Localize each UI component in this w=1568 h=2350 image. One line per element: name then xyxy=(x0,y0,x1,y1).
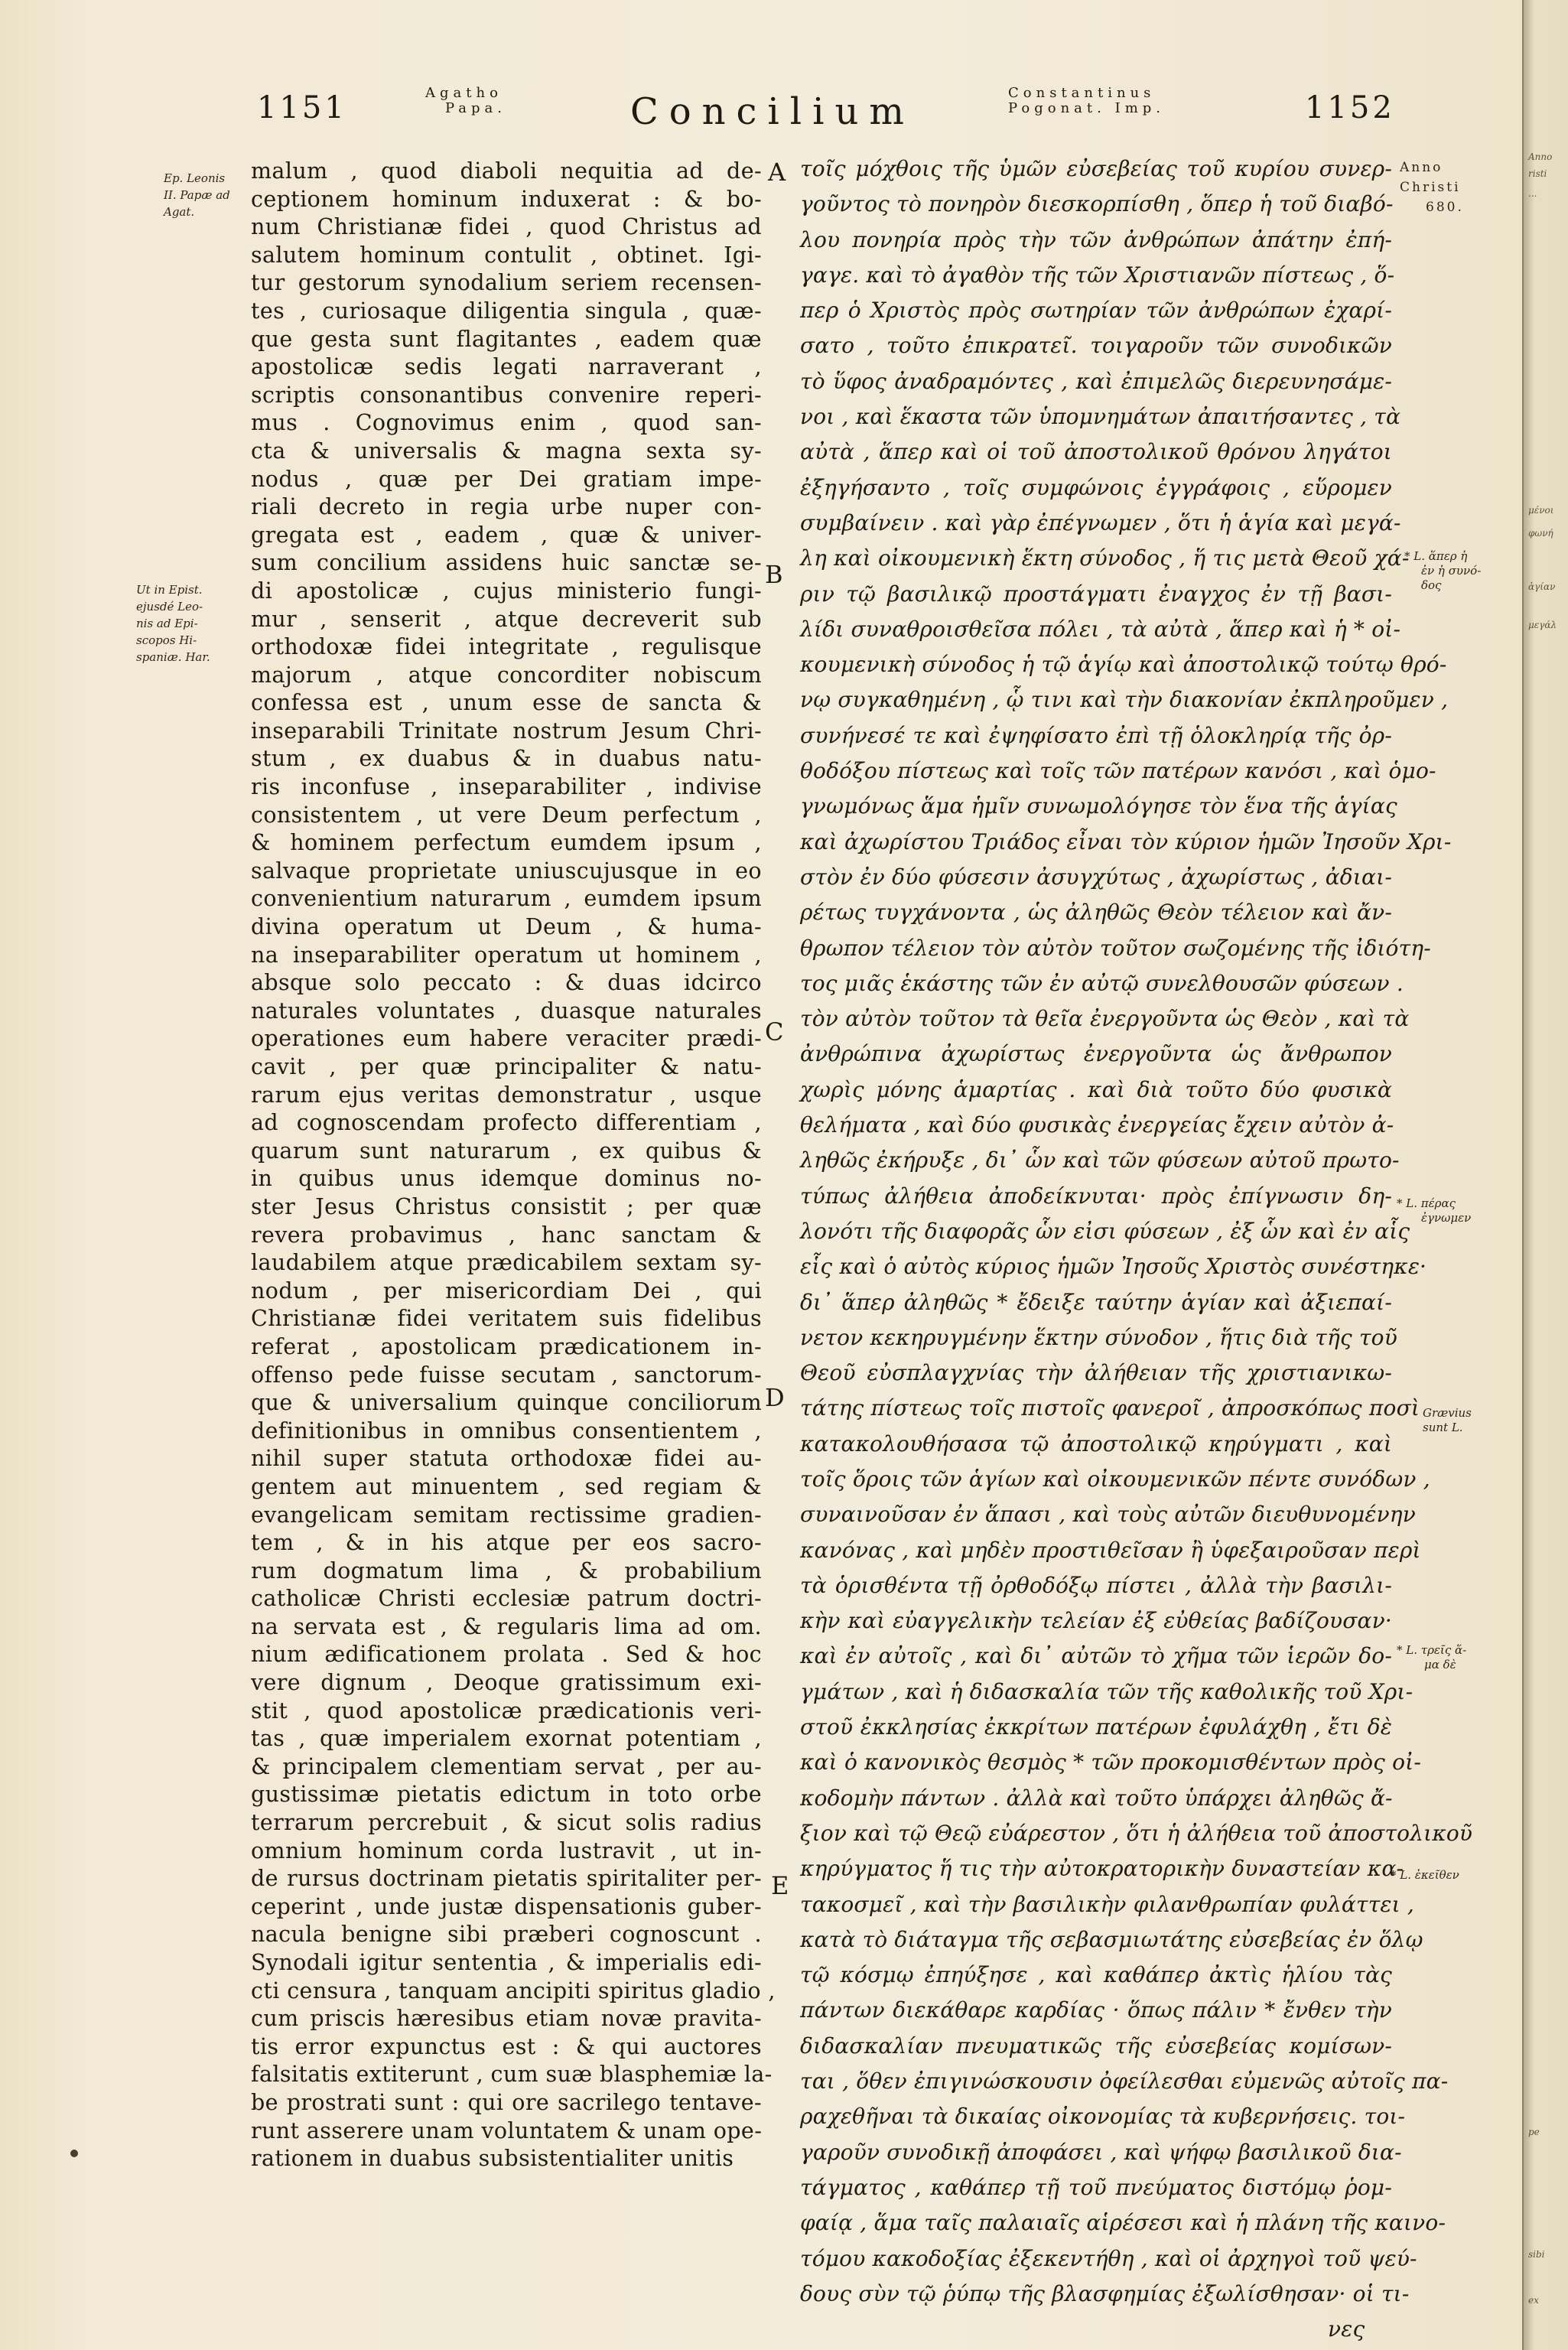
section-letter: C xyxy=(765,1017,784,1046)
greek-text-line: λου πονηρία πρὸς τὴν τῶν ἀνθρώπων ἀπάτην ἐπή- xyxy=(800,226,1392,252)
latin-text-line: na servata est , & regularis lima ad om. xyxy=(251,1613,762,1639)
latin-text-line: nium ædificationem prolata . Sed & hoc xyxy=(251,1642,762,1668)
latin-text-line: operationes eum habere veraciter prædi- xyxy=(251,1026,762,1052)
page-number-left: 1151 xyxy=(257,90,347,125)
greek-text-line: νετον κεκηρυγμένην ἕκτην σύνοδον , ἥτις διὰ τῆς τοῦ xyxy=(800,1324,1397,1350)
page-title: Concilium xyxy=(630,90,915,133)
latin-text-line: catholicæ Christi ecclesiæ patrum doctri- xyxy=(251,1586,762,1612)
adjacent-page-line: ... xyxy=(1528,188,1537,199)
latin-text-line: tem , & in his atque per eos sacro- xyxy=(251,1530,762,1556)
margin-note-left-2 xyxy=(136,581,210,666)
greek-text-line: κανόνας , καὶ μηδὲν προστιθεῖσαν ἢ ὑφεξαιροῦσαν περὶ xyxy=(800,1537,1421,1563)
greek-text-line: δι᾽ ἅπερ ἀληθῶς * ἔδειξε ταύτην ἁγίαν καὶ ἀξιεπαί- xyxy=(800,1289,1392,1315)
anno-line: Anno xyxy=(1400,160,1443,175)
greek-text-line: γαγε. καὶ τὸ ἀγαθὸν τῆς τῶν Χριστιανῶν πίστεως , ὅ- xyxy=(800,262,1395,288)
greek-text-line: ἐξηγήσαντο , τοῖς συμφώνοις ἐγγράφοις , εὕρομεν xyxy=(800,474,1392,500)
latin-text-line: referat , apostolicam prædicationem in- xyxy=(251,1333,762,1359)
greek-text-line: κοδομὴν πάντων . ἀλλὰ καὶ τοῦτο ὑπάρχει ἀληθῶς ἄ- xyxy=(800,1785,1393,1811)
latin-text-line: cum priscis hæresibus etiam novæ pravita- xyxy=(251,2006,762,2032)
running-head-author xyxy=(425,86,506,116)
latin-text-line: consistentem , ut vere Deum perfectum , xyxy=(251,802,762,828)
margin-note-line: ejusdé Leo- xyxy=(136,600,203,614)
greek-text-line: στοῦ ἐκκλησίας ἐκκρίτων πατέρων ἐφυλάχθη , ἔτι δὲ xyxy=(800,1714,1392,1740)
greek-text-line: θρωπον τέλειον τὸν αὐτὸν τοῦτον σωζομένης τῆς ἰδιότη- xyxy=(800,935,1431,961)
adjacent-page-line: sibi xyxy=(1528,2249,1545,2260)
latin-text-line: Christianæ fidei veritatem suis fidelibus xyxy=(251,1306,762,1332)
latin-text-line: offenso pede fuisse secutam , sanctorum- xyxy=(251,1362,762,1388)
latin-text-line: vere dignum , Deoque gratissimum exi- xyxy=(251,1670,762,1696)
greek-text-line: σατο , τοῦτο ἐπικρατεῖ. τοιγαροῦν τῶν συνοδικῶν xyxy=(800,333,1392,359)
latin-text-line: & hominem perfectum eumdem ipsum , xyxy=(251,830,762,856)
latin-text-line: rum dogmatum lima , & probabilium xyxy=(251,1557,762,1583)
greek-text-line: γμάτων , καὶ ἡ διδασκαλία τῶν τῆς καθολικῆς τοῦ Χρι- xyxy=(800,1678,1413,1704)
latin-text-line: stum , ex duabus & in duabus natu- xyxy=(251,746,762,772)
greek-text-line: ἀνθρώπινα ἀχωρίστως ἐνεργοῦντα ὡς ἄνθρωπον xyxy=(800,1041,1392,1067)
latin-text-line: orthodoxæ fidei integritate , regulisque xyxy=(251,634,762,660)
margin-note-line: scopos Hi- xyxy=(136,633,197,647)
greek-text-line: ραχεθῆναι τὰ δικαίας οἰκονομίας τὰ κυβερνήσεις. τοι- xyxy=(800,2104,1406,2130)
greek-text-line: τὸ ὕφος ἀναδραμόντες , καὶ ἐπιμελῶς διερευνησάμε- xyxy=(800,368,1392,394)
adjacent-page-line: Anno xyxy=(1528,151,1553,162)
latin-text-line: ceptionem hominum induxerat : & bo- xyxy=(251,186,762,212)
ink-speck xyxy=(70,2150,78,2157)
latin-text-line: Synodali igitur sententia , & imperialis edi- xyxy=(251,1950,762,1975)
latin-text-line: absque solo peccato : & duas idcirco xyxy=(251,970,762,996)
greek-text-line: δους σὺν τῷ ῥύπῳ τῆς βλασφημίας ἐξωλίσθησαν· οἱ τι- xyxy=(800,2280,1410,2306)
emperor-line: Pogonat. Imp. xyxy=(1008,100,1166,116)
greek-text-line: γνωμόνως ἅμα ἡμῖν συνωμολόγησε τὸν ἕνα τῆς ἁγίας xyxy=(800,793,1397,819)
greek-text-line: στὸν ἐν δύο φύσεσιν ἀσυγχύτως , ἀχωρίστως , ἀδιαι- xyxy=(800,864,1392,890)
latin-text-line: ad cognoscendam profecto differentiam , xyxy=(251,1110,762,1136)
latin-text-line: malum , quod diaboli nequitia ad de- xyxy=(251,158,762,184)
running-head-emperor xyxy=(1008,86,1165,116)
greek-text-line: συνήνεσέ τε καὶ ἐψηφίσατο ἐπὶ τῇ ὁλοκληρίᾳ τῆς ὀρ- xyxy=(800,722,1392,748)
latin-text-line: evangelicam semitam rectissime gradien- xyxy=(251,1502,762,1528)
greek-text-line: τος μιᾶς ἑκάστης τῶν ἐν αὐτῷ συνελθουσῶν φύσεων . xyxy=(800,970,1404,996)
greek-text-line: καὶ ὁ κανονικὸς θεσμὸς * τῶν προκομισθέντων πρὸς οἰ- xyxy=(800,1749,1422,1776)
greek-text-line: Θεοῦ εὐσπλαγχνίας τὴν ἀλήθειαν τῆς χριστιανικω- xyxy=(800,1360,1392,1386)
anno-line: Christi xyxy=(1400,180,1461,195)
latin-text-line: ris inconfuse , inseparabiliter , indivise xyxy=(251,774,762,800)
margin-note-line: * L. ἅπερ ἡ xyxy=(1404,549,1468,563)
latin-text-line: terrarum percrebuit , & sicut solis radius xyxy=(251,1810,762,1836)
latin-text-line: tes , curiosaque diligentia singula , quæ- xyxy=(251,298,762,324)
greek-text-line: τὰ ὁρισθέντα τῇ ὀρθοδόξῳ πίστει , ἀλλὰ τὴν βασιλι- xyxy=(800,1572,1392,1598)
latin-text-line: tas , quæ imperialem exornat potentiam , xyxy=(251,1726,762,1752)
latin-text-line: di apostolicæ , cujus ministerio fungi- xyxy=(251,578,762,604)
greek-text-line: φαίᾳ , ἅμα ταῖς παλαιαῖς αἱρέσεσι καὶ ἡ πλάνη τῆς καινο- xyxy=(800,2210,1446,2236)
latin-text-line: divina operatum ut Deum , & huma- xyxy=(251,914,762,940)
section-letter: B xyxy=(765,560,783,589)
margin-note-line: Ut in Epist. xyxy=(136,583,203,597)
margin-note-left-1 xyxy=(164,170,230,220)
latin-text-line: que & universalium quinque conciliorum xyxy=(251,1390,762,1416)
greek-text-line: αὐτὰ , ἅπερ καὶ οἱ τοῦ ἀποστολικοῦ θρόνου ληγάτοι xyxy=(800,439,1392,465)
greek-text-line: λίδι συναθροισθεῖσα πόλει , τὰ αὐτὰ , ἅπερ καὶ ἡ * οἰ- xyxy=(800,616,1401,642)
margin-note-line: Agat. xyxy=(164,205,195,219)
margin-note-line: nis ad Epi- xyxy=(136,617,198,630)
adjacent-page-line: ἁγίαν xyxy=(1528,581,1556,592)
emperor-line: Constantinus xyxy=(1008,85,1156,101)
margin-note-right-c xyxy=(1397,1196,1471,1225)
greek-text-line: τὸν αὐτὸν τοῦτον τὰ θεῖα ἐνεργοῦντα ὡς Θεὸν , καὶ τὰ xyxy=(800,1006,1410,1032)
anno-line: 680. xyxy=(1426,200,1464,215)
latin-text-line: riali decreto in regia urbe nuper con- xyxy=(251,494,762,520)
latin-text-line: nacula benigne sibi præberi cognoscunt . xyxy=(251,1922,762,1948)
latin-text-line: cti censura , tanquam ancipiti spiritus gladio , xyxy=(251,1977,776,2003)
section-letter: A xyxy=(768,158,786,187)
latin-text-line: convenientium naturarum , eumdem ipsum xyxy=(251,886,762,912)
latin-text-line: num Christianæ fidei , quod Christus ad xyxy=(251,214,762,240)
greek-text-line: τάτης πίστεως τοῖς πιστοῖς φανεροῖ , ἀπροσκόπως ποσὶ xyxy=(800,1395,1420,1421)
margin-note-right-b xyxy=(1404,549,1481,593)
greek-text-line: διδασκαλίαν πνευματικῶς τῆς εὐσεβείας κομίσων- xyxy=(800,2033,1392,2059)
latin-text-line: que gesta sunt flagitantes , eadem quæ xyxy=(251,326,762,352)
latin-text-line: nodum , per misericordiam Dei , qui xyxy=(251,1278,762,1304)
greek-text-line: χωρὶς μόνης ἁμαρτίας . καὶ διὰ τοῦτο δύο φυσικὰ xyxy=(800,1076,1392,1102)
latin-text-line: gustissimæ pietatis edictum in toto orbe xyxy=(251,1782,762,1808)
greek-text-line: καὶ ἐν αὐτοῖς , καὶ δι᾽ αὐτῶν τὸ χῆμα τῶν ἱερῶν δο- xyxy=(800,1643,1392,1669)
latin-text-line: nodus , quæ per Dei gratiam impe- xyxy=(251,466,762,492)
greek-text-line: θελήματα , καὶ δύο φυσικὰς ἐνεργείας ἔχειν αὐτὸν ἀ- xyxy=(800,1112,1394,1138)
latin-text-line: gregata est , eadem , quæ & univer- xyxy=(251,522,762,548)
latin-text-line: in quibus unus idemque dominus no- xyxy=(251,1166,762,1192)
greek-text-line: τόμου κακοδοξίας ἐξεκεντήθη , καὶ οἱ ἀρχηγοὶ τοῦ ψεύ- xyxy=(800,2245,1417,2271)
greek-text-line: τύπως ἀλήθεια ἀποδείκνυται· πρὸς ἐπίγνωσιν δη- xyxy=(800,1183,1392,1209)
adjacent-page-line: pe xyxy=(1528,2127,1540,2137)
margin-note-right-e2: * L. ἐκεῖθεν xyxy=(1391,1868,1459,1882)
latin-text-line: be prostrati sunt : qui ore sacrilego tentave- xyxy=(251,2089,762,2115)
greek-text-line: θοδόξου πίστεως καὶ τοῖς τῶν πατέρων κανόσι , καὶ ὁμο- xyxy=(800,758,1436,784)
margin-note-line: ἐν ἡ συνό- xyxy=(1421,564,1482,578)
latin-text-line: confessa est , unum esse de sancta & xyxy=(251,690,762,716)
margin-note-line: Grævius xyxy=(1423,1406,1472,1420)
greek-text-line: τῷ κόσμῳ ἐπηύξησε , καὶ καθάπερ ἀκτὶς ἡλίου τὰς xyxy=(800,1962,1392,1988)
section-letter: D xyxy=(765,1383,785,1412)
latin-text-column xyxy=(251,158,776,2173)
latin-text-line: mur , senserit , atque decreverit sub xyxy=(251,606,762,632)
greek-text-line: καὶ ἀχωρίστου Τριάδος εἶναι τὸν κύριον ἡμῶν Ἰησοῦν Χρι- xyxy=(800,828,1452,854)
latin-text-line: na inseparabiliter operatum ut hominem , xyxy=(251,942,762,968)
greek-text-line: τοῖς ὅροις τῶν ἁγίων καὶ οἰκουμενικῶν πέντε συνόδων , xyxy=(800,1466,1430,1492)
greek-text-line: νοι , καὶ ἕκαστα τῶν ὑπομνημάτων ἀπαιτήσαντες , τὰ xyxy=(800,404,1401,430)
greek-text-line: ριν τῷ βασιλικῷ προστάγματι ἐναγχος ἐν τῇ βασι- xyxy=(800,581,1392,607)
greek-text-line: τακοσμεῖ , καὶ τὴν βασιλικὴν φιλανθρωπίαν φυλάττει , xyxy=(800,1891,1415,1917)
greek-text-line: κατακολουθήσασα τῷ ἀποστολικῷ κηρύγματι , καὶ xyxy=(800,1431,1392,1457)
greek-text-line: ται , ὅθεν ἐπιγινώσκουσιν ὀφείλεσθαι εὐμενῶς αὐτοῖς πα- xyxy=(800,2068,1449,2094)
year-margin-note xyxy=(1400,158,1507,217)
adjacent-page-edge xyxy=(1522,0,1568,2350)
margin-note-right-d xyxy=(1423,1406,1472,1435)
greek-text-line: περ ὁ Χριστὸς πρὸς σωτηρίαν τῶν ἀνθρώπων ἐχαρί- xyxy=(800,298,1392,324)
author-line: Papa. xyxy=(445,100,507,116)
adjacent-page-line: μένοι xyxy=(1528,505,1554,516)
greek-text-line: ληθῶς ἐκήρυξε , δι᾽ ὧν καὶ τῶν φύσεων αὐτοῦ πρωτο- xyxy=(800,1147,1400,1173)
latin-text-line: naturales voluntates , duasque naturales xyxy=(251,998,762,1024)
margin-note-line: II. Papæ ad xyxy=(164,188,230,202)
margin-note-line: μα δὲ xyxy=(1424,1658,1456,1671)
greek-text-line: τοῖς μόχθοις τῆς ὑμῶν εὐσεβείας τοῦ κυρίου συνερ- xyxy=(800,156,1392,181)
latin-text-line: cavit , per quæ principaliter & natu- xyxy=(251,1054,762,1079)
latin-text-line: & principalem clementiam servat , per au- xyxy=(251,1753,762,1779)
margin-note-right-e1 xyxy=(1397,1643,1466,1672)
latin-text-line: rationem in duabus subsistentialiter unitis xyxy=(251,2146,734,2172)
section-letter: E xyxy=(771,1871,789,1900)
margin-note-line: Ep. Leonis xyxy=(164,171,226,185)
adjacent-page-line: risti xyxy=(1528,168,1547,179)
greek-text-line: νῳ συγκαθημένη , ᾧ τινι καὶ τὴν διακονίαν ἐκπληροῦμεν , xyxy=(800,687,1449,713)
margin-note-line: * L. πέρας xyxy=(1397,1196,1456,1210)
latin-text-line: de rursus doctrinam pietatis spiritaliter per- xyxy=(251,1866,762,1892)
author-line: Agatho xyxy=(425,85,503,101)
latin-text-line: omnium hominum corda lustravit , ut in- xyxy=(251,1837,762,1863)
greek-text-line: νες xyxy=(1328,2316,1365,2342)
latin-text-line: ster Jesus Christus consistit ; per quæ xyxy=(251,1193,762,1219)
latin-text-line: salvaque proprietate uniuscujusque in eo xyxy=(251,858,762,884)
latin-text-line: ceperint , unde justæ dispensationis guber- xyxy=(251,1893,762,1919)
latin-text-line: definitionibus in omnibus consentientem , xyxy=(251,1417,762,1444)
margin-note-line: ἐγνωμεν xyxy=(1421,1211,1472,1225)
page-number-right: 1152 xyxy=(1305,90,1395,125)
latin-text-line: inseparabili Trinitate nostrum Jesum Chri- xyxy=(251,718,762,744)
latin-text-line: runt asserere unam voluntatem & unam ope- xyxy=(251,2117,763,2143)
latin-text-line: tur gestorum synodalium seriem recensen- xyxy=(251,270,762,296)
latin-text-line: revera probavimus , hanc sanctam & xyxy=(251,1222,762,1248)
greek-text-line: κηρύγματος ἥ τις τὴν αὐτοκρατορικὴν δυναστείαν κα- xyxy=(800,1856,1404,1882)
adjacent-page-line: μεγάλ xyxy=(1528,620,1557,630)
latin-text-line: gentem aut minuentem , sed regiam & xyxy=(251,1473,762,1499)
latin-text-line: stit , quod apostolicæ prædicationis veri- xyxy=(251,1697,762,1723)
latin-text-line: laudabilem atque prædicabilem sextam sy- xyxy=(251,1250,762,1276)
latin-text-line: sum concilium assidens huic sanctæ se- xyxy=(251,550,762,576)
margin-note-line: spaniæ. Har. xyxy=(136,650,210,664)
greek-text-line: κουμενικὴ σύνοδος ἡ τῷ ἁγίῳ καὶ ἀποστολικῷ τούτῳ θρό- xyxy=(800,652,1447,678)
latin-text-line: falsitatis extiterunt , cum suæ blasphemiæ la- xyxy=(251,2062,773,2088)
adjacent-page-line: ex xyxy=(1528,2295,1539,2306)
greek-text-line: ξιον καὶ τῷ Θεῷ εὐάρεστον , ὅτι ἡ ἀλήθεια τοῦ ἀποστολικοῦ xyxy=(800,1820,1473,1846)
greek-text-line: λονότι τῆς διαφορᾶς ὧν εἰσι φύσεων , ἐξ ὧν καὶ ἐν αἷς xyxy=(800,1218,1410,1244)
latin-text-line: scriptis consonantibus convenire reperi- xyxy=(251,382,762,408)
greek-text-line: συναινοῦσαν ἐν ἅπασι , καὶ τοὺς αὐτῶν διευθυνομένην xyxy=(800,1502,1417,1528)
latin-text-line: cta & universalis & magna sexta sy- xyxy=(251,438,762,464)
greek-text-line: ρέτως τυγχάνοντα , ὡς ἀληθῶς Θεὸν τέλειον καὶ ἄν- xyxy=(800,900,1392,926)
latin-text-line: rarum ejus veritas demonstratur , usque xyxy=(251,1082,762,1108)
greek-text-line: κὴν καὶ εὐαγγελικὴν τελείαν ἐξ εὐθείας βαδίζουσαν· xyxy=(800,1608,1392,1634)
latin-text-line: mus . Cognovimus enim , quod san- xyxy=(251,410,762,436)
latin-text-line: quarum sunt naturarum , ex quibus & xyxy=(251,1138,762,1164)
latin-text-line: majorum , atque concorditer nobiscum xyxy=(251,662,762,688)
greek-text-line: τάγματος , καθάπερ τῇ τοῦ πνεύματος διστόμῳ ῥομ- xyxy=(800,2174,1392,2200)
greek-text-line: εἷς καὶ ὁ αὐτὸς κύριος ἡμῶν Ἰησοῦς Χριστὸς συνέστηκε· xyxy=(800,1254,1427,1280)
latin-text-line: tis error expunctus est : & qui auctores xyxy=(251,2033,762,2059)
greek-text-line: συμβαίνειν . καὶ γὰρ ἐπέγνωμεν , ὅτι ἡ ἁγία καὶ μεγά- xyxy=(800,509,1401,535)
margin-note-line: δος xyxy=(1421,578,1442,592)
greek-text-line: γαροῦν συνοδικῇ ἀποφάσει , καὶ ψήφῳ βασιλικοῦ δια- xyxy=(800,2139,1402,2165)
margin-note-line: sunt L. xyxy=(1423,1421,1463,1434)
latin-text-line: salutem hominum contulit , obtinet. Igi- xyxy=(251,242,762,268)
greek-text-line: κατὰ τὸ διάταγμα τῆς σεβασμιωτάτης εὐσεβείας ἐν ὅλῳ xyxy=(800,1926,1423,1952)
greek-text-line: γοῦντος τὸ πονηρὸν διεσκορπίσθη , ὅπερ ἡ τοῦ διαβό- xyxy=(800,191,1394,217)
margin-note-line: * L. τρεῖς ἅ- xyxy=(1397,1643,1467,1657)
greek-text-line: πάντων διεκάθαρε καρδίας · ὅπως πάλιν * ἔνθεν τὴν xyxy=(800,1997,1392,2023)
greek-text-line: λη καὶ οἰκουμενικὴ ἕκτη σύνοδος , ἥ τις μετὰ Θεοῦ χά- xyxy=(800,545,1410,571)
adjacent-page-line: φωνή xyxy=(1528,528,1553,539)
latin-text-line: nihil super statuta orthodoxæ fidei au- xyxy=(251,1446,762,1472)
latin-text-line: apostolicæ sedis legati narraverant , xyxy=(251,354,762,380)
